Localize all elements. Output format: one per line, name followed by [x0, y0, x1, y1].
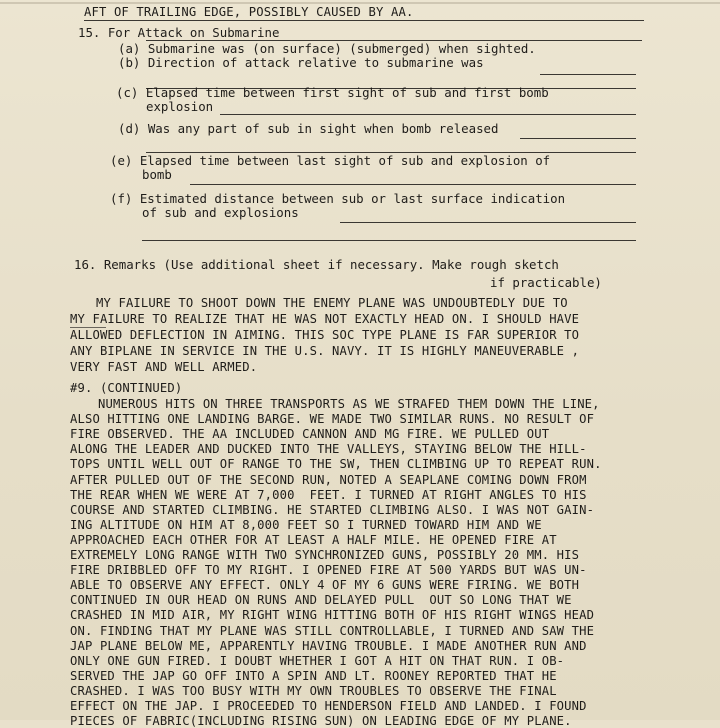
- remarks-line-4: ANY BIPLANE IN SERVICE IN THE U.S. NAVY. IT IS HIGHLY MANEUVERABLE ,: [70, 344, 580, 358]
- continued-line: PIECES OF FABRIC(INCLUDING RISING SUN) ON LEADING EDGE OF MY PLANE.: [70, 714, 572, 728]
- item-15c-line2: explosion: [146, 99, 214, 114]
- item-16-line1: 16. Remarks (Use additional sheet if necessary. Make rough sketch: [74, 257, 559, 272]
- continued-line: ALSO HITTING ONE LANDING BARGE. WE MADE TWO SIMILAR RUNS. NO RESULT OF: [70, 412, 595, 427]
- continued-line: CRASHED IN MID AIR, MY RIGHT WING HITTING BOTH OF HIS RIGHT WINGS HEAD: [70, 608, 595, 623]
- continued-line: THE REAR WHEN WE WERE AT 7,000 FEET. I TURNED AT RIGHT ANGLES TO HIS: [70, 487, 587, 502]
- rule-15f-2: [142, 240, 636, 241]
- remarks-line-5: VERY FAST AND WELL ARMED.: [70, 360, 258, 374]
- continued-line: ON. FINDING THAT MY PLANE WAS STILL CONTROLLABLE, I TURNED AND SAW THE: [70, 623, 595, 638]
- item-15a: (a) Submarine was (on surface) (submerged) when sighted.: [118, 41, 536, 56]
- continued-line: CRASHED. I WAS TOO BUSY WITH MY OWN TROUBLES TO OBSERVE THE FINAL: [70, 683, 557, 698]
- remarks-line-1: MY FAILURE TO SHOOT DOWN THE ENEMY PLANE WAS UNDOUBTEDLY DUE TO: [96, 296, 568, 310]
- continued-line: ING ALTITUDE ON HIM AT 8,000 FEET SO I TURNED TOWARD HIM AND WE: [70, 517, 542, 532]
- continued-heading: #9. (CONTINUED): [70, 381, 183, 395]
- continued-line: SERVED THE JAP GO OFF INTO A SPIN AND LT. ROONEY REPORTED THAT HE: [70, 668, 557, 683]
- rule-15c: [220, 114, 636, 115]
- continued-line: AFTER PULLED OUT OF THE SECOND RUN, NOTED A SEAPLANE COMING DOWN FROM: [70, 472, 587, 487]
- remarks-line-3: ALLOWED DEFLECTION IN AIMING. THIS SOC TYPE PLANE IS FAR SUPERIOR TO: [70, 328, 580, 342]
- continued-line: ABLE TO OBSERVE ANY EFFECT. ONLY 4 OF MY 6 GUNS WERE FIRING. WE BOTH: [70, 578, 580, 593]
- item-15c-line1: (c) Elapsed time between first sight of sub and first bomb: [116, 85, 549, 100]
- remarks-line-2: MY FAILURE TO REALIZE THAT HE WAS NOT EXACTLY HEAD ON. I SHOULD HAVE: [70, 312, 580, 326]
- item-15d: (d) Was any part of sub in sight when bomb released: [118, 121, 499, 136]
- top-rule: [84, 20, 644, 21]
- item-15f-line1: (f) Estimated distance between sub or last surface indication: [110, 191, 566, 206]
- rule-15f: [340, 222, 636, 223]
- item-15f-line2: of sub and explosions: [142, 205, 299, 220]
- top-edge-shadow: [0, 2, 720, 4]
- continued-line: FIRE DRIBBLED OFF TO MY RIGHT. I OPENED FIRE AT 500 YARDS BUT WAS UN-: [70, 563, 587, 578]
- continued-line: ALONG THE LEADER AND DUCKED INTO THE VALLEYS, STAYING BELOW THE HILL-: [70, 442, 587, 457]
- item-15e-line1: (e) Elapsed time between last sight of sub and explosion of: [110, 153, 551, 168]
- item-16-line2: if practicable): [490, 275, 602, 290]
- continued-line: CONTINUED IN OUR HEAD ON RUNS AND DELAYED PULL OUT SO LONG THAT WE: [70, 593, 572, 608]
- continued-line: JAP PLANE BELOW ME, APPARENTLY HAVING TROUBLE. I MADE ANOTHER RUN AND: [70, 638, 587, 653]
- rule-15e: [190, 184, 636, 185]
- rule-15b: [540, 74, 636, 75]
- item-15-heading: 15. For Attack on Submarine: [78, 25, 280, 40]
- continued-line: FIRE OBSERVED. THE AA INCLUDED CANNON AND MG FIRE. WE PULLED OUT: [70, 427, 550, 442]
- rule-15d: [520, 138, 636, 139]
- continued-line: EFFECT ON THE JAP. I PROCEEDED TO HENDERSON FIELD AND LANDED. I FOUND: [70, 699, 587, 713]
- continued-line: NUMEROUS HITS ON THREE TRANSPORTS AS WE STRAFED THEM DOWN THE LINE,: [98, 397, 600, 411]
- top-line: AFT OF TRAILING EDGE, POSSIBLY CAUSED BY AA.: [84, 5, 414, 19]
- continued-line: APPROACHED EACH OTHER FOR AT LEAST A HALF MILE. HE OPENED FIRE AT: [70, 532, 557, 547]
- item-15b: (b) Direction of attack relative to submarine was: [118, 55, 484, 70]
- continued-line: TOPS UNTIL WELL OUT OF RANGE TO THE SW, THEN CLIMBING UP TO REPEAT RUN.: [70, 457, 602, 472]
- continued-line: ONLY ONE GUN FIRED. I DOUBT WHETHER I GOT A HIT ON THAT RUN. I OB-: [70, 653, 565, 668]
- continued-line: EXTREMELY LONG RANGE WITH TWO SYNCHRONIZED GUNS, POSSIBLY 20 MM. HIS: [70, 548, 580, 562]
- item-15e-line2: bomb: [142, 167, 172, 182]
- continued-line: COURSE AND STARTED CLIMBING. HE STARTED CLIMBING ALSO. I WAS NOT GAIN-: [70, 502, 595, 517]
